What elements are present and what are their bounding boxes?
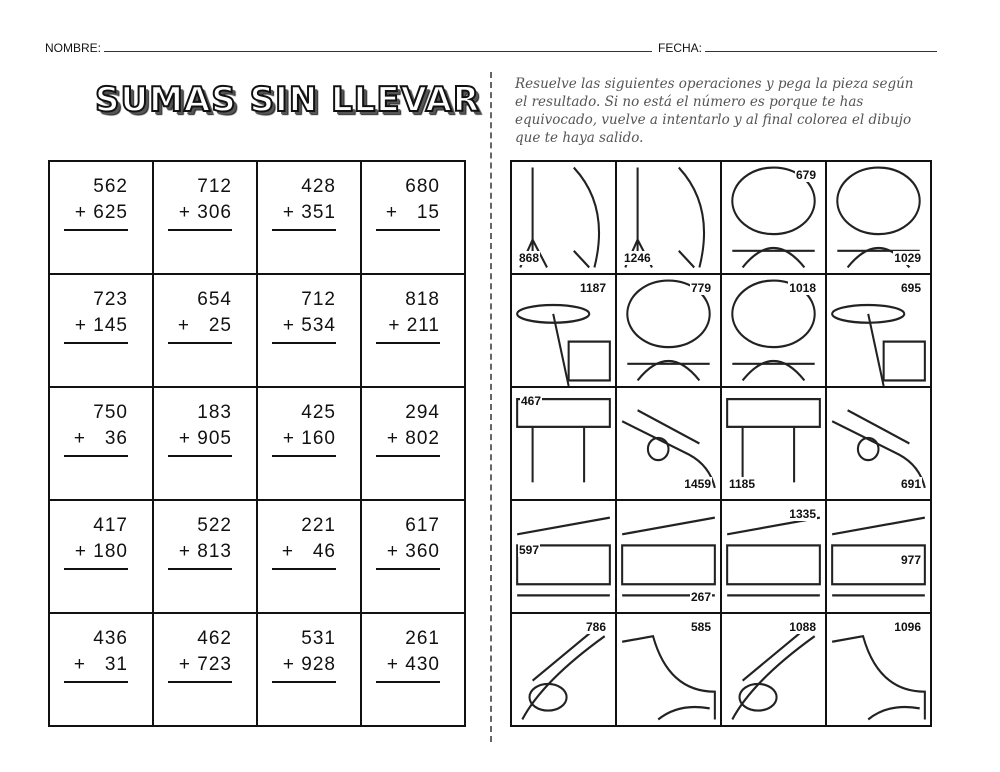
addition — [376, 513, 440, 570]
addend-top: 680 — [405, 176, 440, 197]
cut-divider — [490, 72, 492, 742]
puzzle-grid — [510, 160, 932, 727]
piece-number: 467 — [521, 394, 542, 408]
addend-bottom: + 36 — [73, 428, 128, 449]
sum-line — [168, 568, 232, 570]
piece-number: 695 — [900, 281, 921, 295]
puzzle-row — [511, 613, 931, 726]
puzzle-piece[interactable] — [826, 161, 931, 274]
puzzle-piece[interactable] — [511, 387, 616, 500]
instructions-text: Resuelve las siguientes operaciones y pega la pieza según el resultado. Si no está el número es porque te has equivocado, vuelve a intentarlo y al final colorea el dibujo que te haya salido. — [515, 76, 914, 146]
puzzle-row — [511, 161, 931, 274]
puzzle-piece[interactable] — [721, 161, 826, 274]
operation-cell[interactable] — [361, 274, 465, 387]
addition — [64, 287, 128, 344]
piece-number: 1185 — [729, 477, 756, 491]
operation-cell[interactable] — [153, 387, 257, 500]
puzzle-piece[interactable] — [616, 274, 721, 387]
operation-cell[interactable] — [257, 274, 361, 387]
addition — [376, 626, 440, 683]
operations-row — [49, 500, 465, 613]
addition — [272, 513, 336, 570]
addition — [376, 287, 440, 344]
piece-number: 1088 — [789, 620, 816, 634]
addition — [64, 400, 128, 457]
operation-cell[interactable] — [49, 387, 153, 500]
sum-line — [64, 342, 128, 344]
addend-bottom: + 813 — [178, 541, 232, 562]
addend-top: 617 — [405, 515, 440, 536]
addend-top: 750 — [93, 402, 128, 423]
operations-row — [49, 613, 465, 726]
addend-top: 417 — [93, 515, 128, 536]
piece-number: 1018 — [789, 281, 816, 295]
fecha-label: FECHA: — [658, 41, 703, 55]
addend-top: 221 — [301, 515, 336, 536]
addition — [64, 513, 128, 570]
puzzle-row — [511, 274, 931, 387]
addend-top: 654 — [197, 289, 232, 310]
addend-top: 522 — [197, 515, 232, 536]
addend-bottom: + 905 — [178, 428, 232, 449]
operation-cell[interactable] — [49, 274, 153, 387]
addend-top: 425 — [301, 402, 336, 423]
addend-bottom: + 145 — [74, 315, 128, 336]
sum-line — [168, 681, 232, 683]
sum-line — [64, 681, 128, 683]
puzzle-piece[interactable] — [826, 613, 931, 726]
sum-line — [272, 568, 336, 570]
piece-number: 977 — [900, 553, 921, 567]
addition — [272, 287, 336, 344]
addend-top: 428 — [301, 176, 336, 197]
addend-bottom: + 351 — [282, 202, 336, 223]
puzzle-piece[interactable] — [826, 274, 931, 387]
addend-bottom: + 25 — [177, 315, 232, 336]
sum-line — [272, 455, 336, 457]
puzzle-row — [511, 500, 931, 613]
addition — [272, 400, 336, 457]
sum-line — [376, 229, 440, 231]
addend-top: 712 — [197, 176, 232, 197]
sum-line — [168, 342, 232, 344]
addend-top: 294 — [405, 402, 440, 423]
puzzle-piece[interactable] — [826, 387, 931, 500]
piece-number: 1459 — [684, 477, 711, 491]
puzzle-piece[interactable] — [511, 613, 616, 726]
nombre-line[interactable] — [104, 40, 652, 52]
operation-cell[interactable] — [257, 387, 361, 500]
sum-line — [64, 455, 128, 457]
operation-cell[interactable] — [361, 500, 465, 613]
addend-bottom: + 31 — [73, 654, 128, 675]
operations-grid — [48, 160, 466, 727]
addend-top: 723 — [93, 289, 128, 310]
addition — [168, 626, 232, 683]
addition — [272, 174, 336, 231]
operations-row — [49, 161, 465, 274]
addend-bottom: + 534 — [282, 315, 336, 336]
sum-line — [272, 229, 336, 231]
puzzle-piece[interactable] — [721, 613, 826, 726]
addend-bottom: + 15 — [385, 202, 440, 223]
puzzle-piece[interactable] — [511, 500, 616, 613]
operation-cell[interactable] — [257, 500, 361, 613]
addend-top: 562 — [93, 176, 128, 197]
operation-cell[interactable] — [153, 500, 257, 613]
operation-cell[interactable] — [49, 613, 153, 726]
piece-number: 267 — [690, 590, 711, 604]
addition — [376, 400, 440, 457]
fecha-line[interactable] — [705, 40, 937, 52]
addend-bottom: + 723 — [178, 654, 232, 675]
sum-line — [168, 455, 232, 457]
operation-cell[interactable] — [257, 613, 361, 726]
addend-top: 462 — [197, 628, 232, 649]
addition — [272, 626, 336, 683]
piece-number: 585 — [690, 620, 711, 634]
addend-bottom: + 430 — [386, 654, 440, 675]
piece-number: 1096 — [894, 620, 921, 634]
addition — [168, 400, 232, 457]
puzzle-piece[interactable] — [616, 387, 721, 500]
addition — [168, 287, 232, 344]
addend-bottom: + 211 — [388, 315, 440, 336]
piece-number: 691 — [900, 477, 921, 491]
addend-top: 261 — [405, 628, 440, 649]
worksheet-title: SUMAS SIN LLEVAR — [95, 80, 481, 120]
operation-cell[interactable] — [361, 613, 465, 726]
addition — [64, 174, 128, 231]
piece-number: 1029 — [894, 251, 921, 265]
addend-top: 183 — [197, 402, 232, 423]
addend-top: 436 — [93, 628, 128, 649]
nombre-label: NOMBRE: — [45, 41, 102, 55]
piece-number: 1187 — [579, 281, 606, 295]
addend-bottom: + 360 — [386, 541, 440, 562]
sum-line — [272, 681, 336, 683]
sum-line — [168, 229, 232, 231]
addend-bottom: + 180 — [74, 541, 128, 562]
operation-cell[interactable] — [361, 161, 465, 274]
operation-cell[interactable] — [361, 387, 465, 500]
addend-top: 712 — [301, 289, 336, 310]
sum-line — [64, 229, 128, 231]
puzzle-piece[interactable] — [721, 500, 826, 613]
sum-line — [376, 681, 440, 683]
operation-cell[interactable] — [153, 161, 257, 274]
sum-line — [376, 342, 440, 344]
puzzle-piece[interactable] — [616, 161, 721, 274]
operation-cell[interactable] — [153, 613, 257, 726]
piece-number: 779 — [690, 281, 711, 295]
operations-row — [49, 274, 465, 387]
puzzle-piece[interactable] — [616, 613, 721, 726]
addition — [64, 626, 128, 683]
operation-cell[interactable] — [49, 161, 153, 274]
addition — [376, 174, 440, 231]
sum-line — [272, 342, 336, 344]
puzzle-piece[interactable] — [616, 500, 721, 613]
addend-bottom: + 160 — [282, 428, 336, 449]
operations-row — [49, 387, 465, 500]
piece-number: 597 — [519, 543, 540, 557]
piece-number: 1246 — [624, 251, 651, 265]
puzzle-row — [511, 387, 931, 500]
piece-number: 786 — [585, 620, 606, 634]
puzzle-piece[interactable] — [721, 274, 826, 387]
addition — [168, 513, 232, 570]
sum-line — [376, 455, 440, 457]
puzzle-piece[interactable] — [826, 500, 931, 613]
sum-line — [376, 568, 440, 570]
addend-bottom: + 928 — [282, 654, 336, 675]
piece-number: 868 — [519, 251, 540, 265]
puzzle-piece[interactable] — [511, 274, 616, 387]
piece-number: 1335 — [789, 507, 816, 521]
addend-bottom: + 306 — [178, 202, 232, 223]
sum-line — [64, 568, 128, 570]
puzzle-piece[interactable] — [721, 387, 826, 500]
puzzle-piece[interactable] — [511, 161, 616, 274]
piece-number: 679 — [795, 168, 816, 182]
addend-bottom: + 46 — [281, 541, 336, 562]
operation-cell[interactable] — [153, 274, 257, 387]
operation-cell[interactable] — [257, 161, 361, 274]
addend-top: 818 — [405, 289, 440, 310]
nombre-field[interactable] — [45, 40, 652, 55]
operation-cell[interactable] — [49, 500, 153, 613]
fecha-field[interactable] — [658, 40, 937, 55]
addition — [168, 174, 232, 231]
addend-bottom: + 802 — [386, 428, 440, 449]
addend-bottom: + 625 — [74, 202, 128, 223]
addend-top: 531 — [301, 628, 336, 649]
